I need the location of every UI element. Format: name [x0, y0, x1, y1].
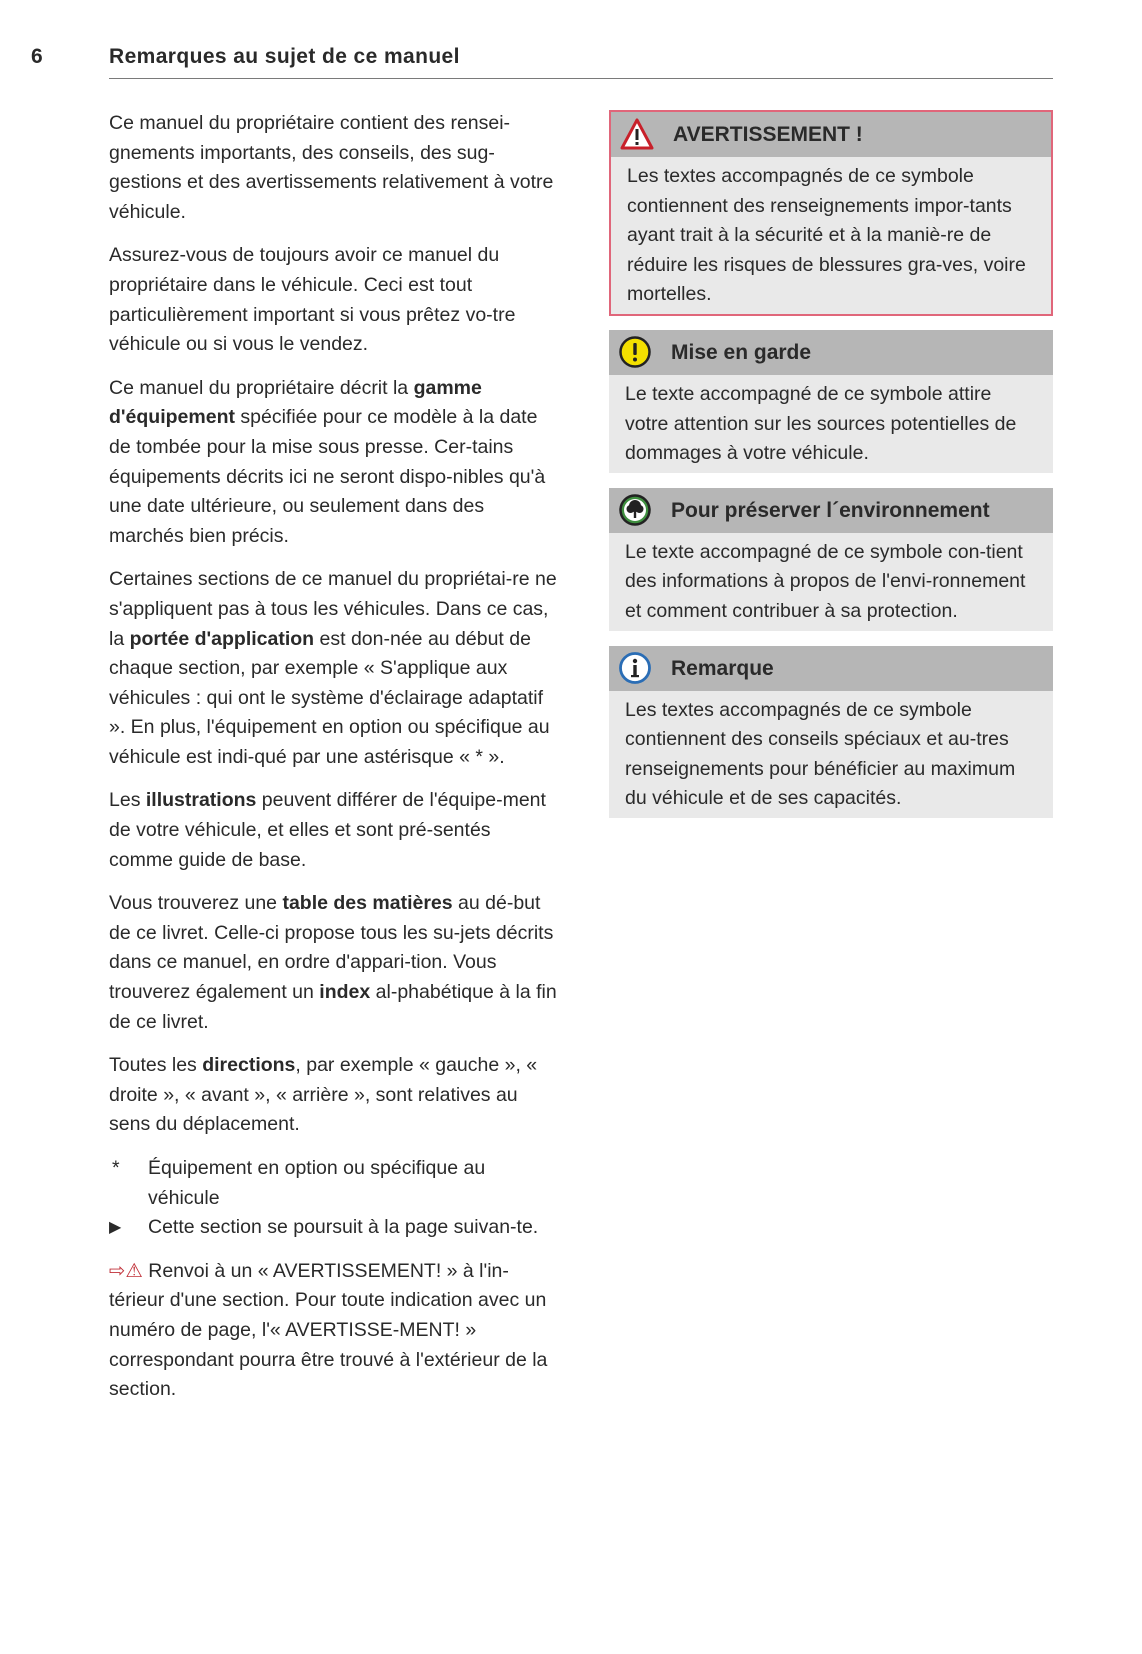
warning-box: [609, 110, 1053, 316]
note-box-header: [609, 646, 1053, 691]
paragraph-directions: Toutes les directions, par exemple « gauche », « droite », « avant », « arrière », sont relatives au sens du déplacement.: [109, 1054, 538, 1136]
main-text-column: [109, 109, 559, 1419]
note-box-title: Remarque: [671, 656, 774, 680]
caution-box: [609, 330, 1053, 473]
paragraph-scope: Certaines sections de ce manuel du propriétai-re ne s'appliquent pas à tous les véhicules. Dans ce cas, la portée d'application est don-née au début de chaque section, par exemple « S'applique aux véhicules : qui ont le système d'éclairage adaptatif ». En plus, l'équipement en option ou spécifique au véhicule est indi-qué par une astérisque « * ».: [109, 568, 557, 768]
paragraph-illustrations: Les illustrations peuvent différer de l'équipe-ment de votre véhicule, et elles et sont pré-sentés comme guide de base.: [109, 789, 546, 871]
legend-item-asterisk: * Équipement en option ou spécifique au véhicule: [109, 1154, 559, 1213]
paragraph-intro: Ce manuel du propriétaire contient des rensei-gnements importants, des conseils, des sug-gestions et des avertissements relativement à votre véhicule.: [109, 112, 554, 223]
warning-box-body: Les textes accompagnés de ce symbole contiennent des renseignements impor-tants ayant trait à la sécurité et à la maniè-re de réduire les risques de blessures gra-ves, voire mortelles.: [611, 157, 1051, 314]
environment-box-body: Le texte accompagné de ce symbole con-tient des informations à propos de l'envi-ronnement et comment contribuer à sa protection.: [625, 540, 1026, 622]
environment-box-header: [609, 488, 1053, 533]
environment-box-title: Pour préserver l´environnement: [671, 498, 990, 522]
caution-box-title: Mise en garde: [671, 340, 812, 364]
note-box-body: Les textes accompagnés de ce symbole contiennent des conseils spéciaux et au-tres renseignements pour bénéficier au maximum du véhicule et de ses capacités.: [625, 698, 1016, 810]
info-icon: [618, 651, 652, 685]
paragraph-table-of-contents: Vous trouverez une table des matières au dé-but de ce livret. Celle-ci propose tous les su-jets décrits dans ce manuel, en ordre d'appari-tion. Vous trouverez également un index al-phabétique à la fin de ce livret.: [109, 892, 557, 1033]
warning-box-title: AVERTISSEMENT !: [673, 123, 863, 146]
legend-item-continued: ▶ Cette section se poursuit à la page suivan-te.: [109, 1213, 559, 1243]
asterisk-icon: *: [112, 1157, 120, 1179]
page-number: 6: [31, 45, 43, 68]
paragraph-equipment: Ce manuel du propriétaire décrit la gamme d'équipement spécifiée pour ce modèle à la date de tombée pour la mise sous presse. Cer-tains équipements décrits ici ne seront dispo-nibles qu'à une date ultérieure, ou seulement dans des marchés bien précis.: [109, 376, 546, 547]
paragraph-warning-reference: ⇨⚠ Renvoi à un « AVERTISSEMENT! » à l'in-térieur d'une section. Pour toute indication avec un numéro de page, l'« AVERTISSE-MENT! » correspondant pourra être trouvé à l'extérieur de la section.: [109, 1259, 548, 1401]
header-rule: [109, 78, 1053, 79]
warning-triangle-icon: [620, 117, 654, 151]
note-box: [609, 646, 1053, 818]
triangle-right-icon: ▶: [109, 1219, 122, 1237]
page-header: Remarques au sujet de ce manuel: [109, 45, 460, 68]
caution-exclamation-icon: [618, 335, 652, 369]
environment-tree-icon: [618, 493, 652, 527]
environment-box: [609, 488, 1053, 631]
warning-box-header: [611, 112, 1051, 157]
symbol-legend: [109, 1154, 559, 1243]
caution-box-header: [609, 330, 1053, 375]
notice-boxes-column: [609, 110, 1053, 833]
paragraph-keep-manual: Assurez-vous de toujours avoir ce manuel du propriétaire dans le véhicule. Ceci est tout particulièrement important si vous prêtez vo-tre véhicule ou si vous le vendez.: [109, 244, 516, 356]
arrow-warning-icon: ⇨⚠: [109, 1259, 143, 1282]
caution-box-body: Le texte accompagné de ce symbole attire votre attention sur les sources potentielles de dommages à votre véhicule.: [625, 382, 1017, 465]
